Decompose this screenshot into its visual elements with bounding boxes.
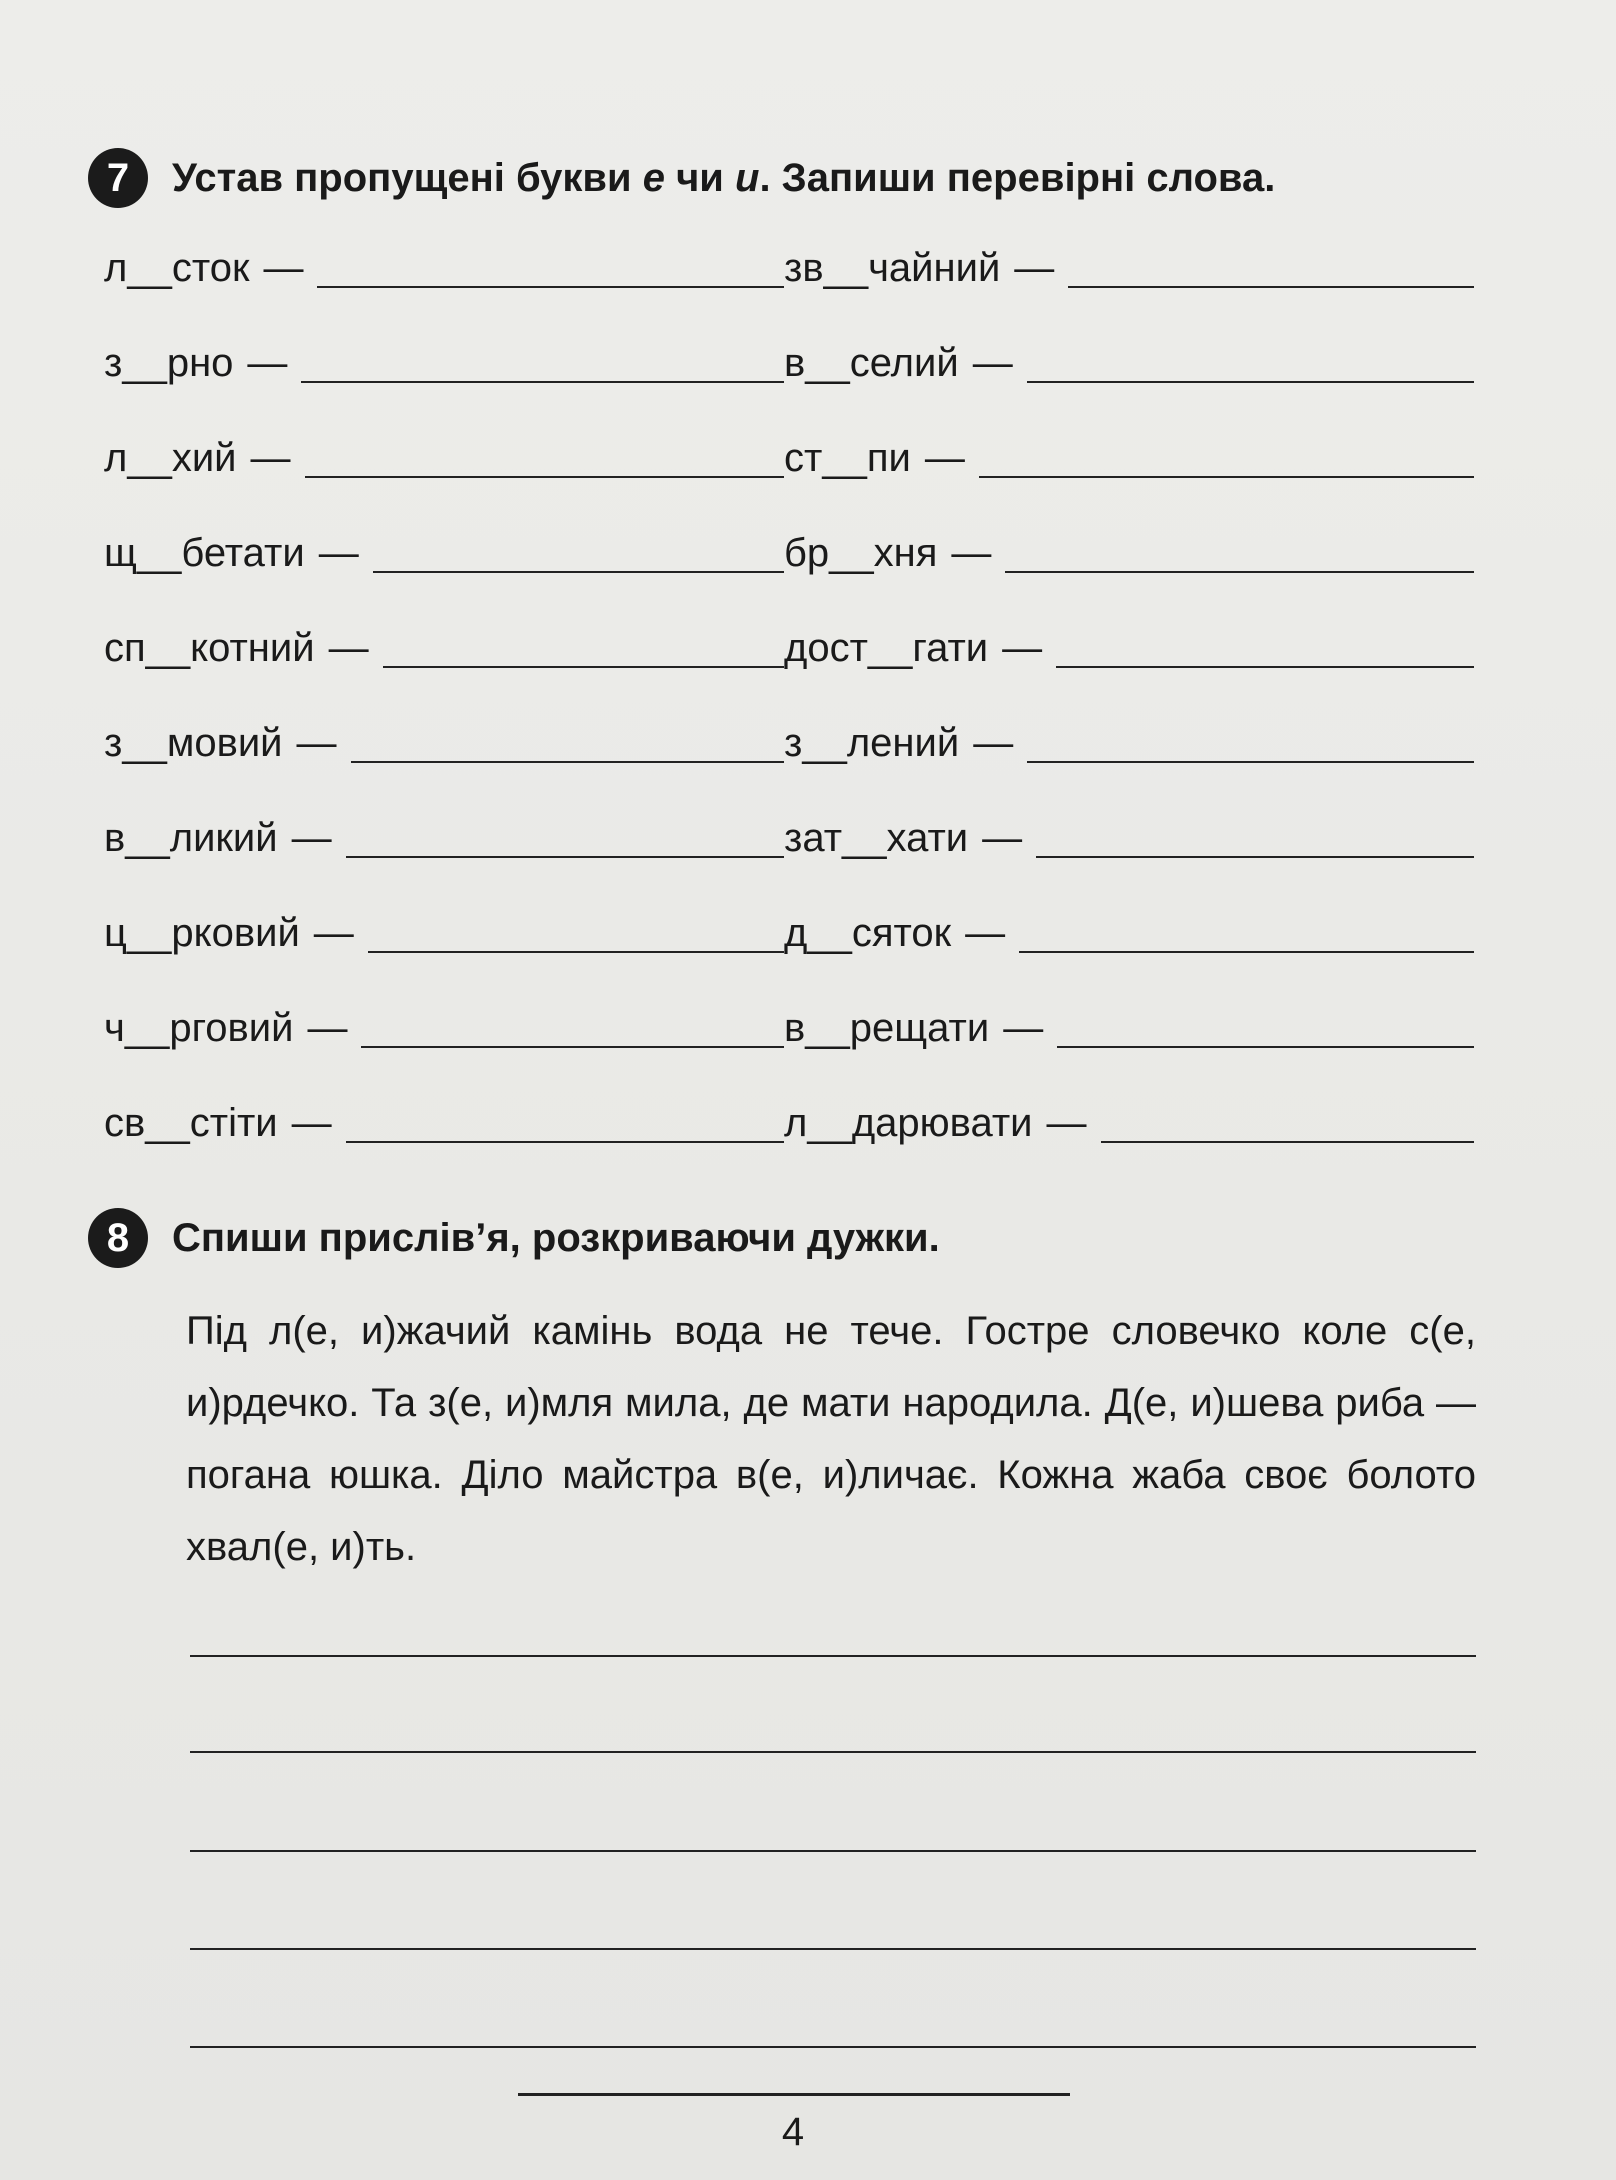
- answer-line[interactable]: [1019, 895, 1474, 953]
- exercise-item: л__сток —: [104, 230, 784, 325]
- task8-header: [88, 1208, 940, 1268]
- footer-rule: [518, 2093, 1070, 2096]
- writing-line[interactable]: [190, 1948, 1476, 1950]
- answer-line[interactable]: [305, 420, 784, 478]
- answer-line[interactable]: [368, 895, 784, 953]
- task8-proverbs-text: Під л(е, и)жачий камінь вода не тече. Гостре словечко коле с(е, и)рдечко. Та з(е, и)мля мила, де мати народила. Д(е, и)шева риба — погана юшка. Діло майстра в(е, и)личає. Кожна жаба своє болото хвал(е, и)ть.: [186, 1309, 1476, 1569]
- answer-line[interactable]: [301, 325, 784, 383]
- answer-line[interactable]: [1101, 1085, 1475, 1143]
- exercise-item: л__хий —: [104, 420, 784, 515]
- exercise-item: в__рещати —: [784, 990, 1474, 1085]
- writing-line[interactable]: [190, 2046, 1476, 2048]
- exercise-item: з__рно —: [104, 325, 784, 420]
- exercise-item: ст__пи —: [784, 420, 1474, 515]
- exercise-item: щ__бетати —: [104, 515, 784, 610]
- task8-number-badge: 8: [88, 1208, 148, 1268]
- exercise-item: бр__хня —: [784, 515, 1474, 610]
- answer-line[interactable]: [346, 800, 784, 858]
- exercise-item: в__селий —: [784, 325, 1474, 420]
- task7-header: [88, 148, 1275, 208]
- answer-line[interactable]: [979, 420, 1474, 478]
- exercise-item: зв__чайний —: [784, 230, 1474, 325]
- writing-line[interactable]: [190, 1850, 1476, 1852]
- answer-line[interactable]: [383, 610, 784, 668]
- answer-line[interactable]: [1027, 705, 1474, 763]
- task7-title: Устав пропущені букви е чи и. Запиши перевірні слова.: [172, 155, 1276, 200]
- exercise-item: ч__рговий —: [104, 990, 784, 1085]
- answer-line[interactable]: [1036, 800, 1474, 858]
- exercise-item: св__стіти —: [104, 1085, 784, 1180]
- answer-line[interactable]: [1056, 610, 1474, 668]
- answer-line[interactable]: [373, 515, 784, 573]
- answer-line[interactable]: [346, 1085, 784, 1143]
- task7-exercise-grid: [104, 230, 1474, 1180]
- exercise-item: з__лений —: [784, 705, 1474, 800]
- exercise-item: зат__хати —: [784, 800, 1474, 895]
- writing-line[interactable]: [190, 1655, 1476, 1657]
- answer-line[interactable]: [1005, 515, 1474, 573]
- exercise-item: л__дарювати —: [784, 1085, 1474, 1180]
- task8-title: Спиши прислів’я, розкриваючи дужки.: [172, 1215, 940, 1260]
- writing-line[interactable]: [190, 1751, 1476, 1753]
- exercise-item: в__ликий —: [104, 800, 784, 895]
- exercise-item: сп__котний —: [104, 610, 784, 705]
- answer-line[interactable]: [1068, 230, 1474, 288]
- answer-line[interactable]: [351, 705, 784, 763]
- exercise-item: з__мовий —: [104, 705, 784, 800]
- answer-line[interactable]: [317, 230, 784, 288]
- task7-number-badge: 7: [88, 148, 148, 208]
- exercise-item: ц__рковий —: [104, 895, 784, 990]
- exercise-item: д__сяток —: [784, 895, 1474, 990]
- answer-line[interactable]: [1027, 325, 1474, 383]
- exercise-item: дост__гати —: [784, 610, 1474, 705]
- page-number: 4: [781, 2110, 805, 2154]
- answer-line[interactable]: [361, 990, 784, 1048]
- answer-line[interactable]: [1057, 990, 1474, 1048]
